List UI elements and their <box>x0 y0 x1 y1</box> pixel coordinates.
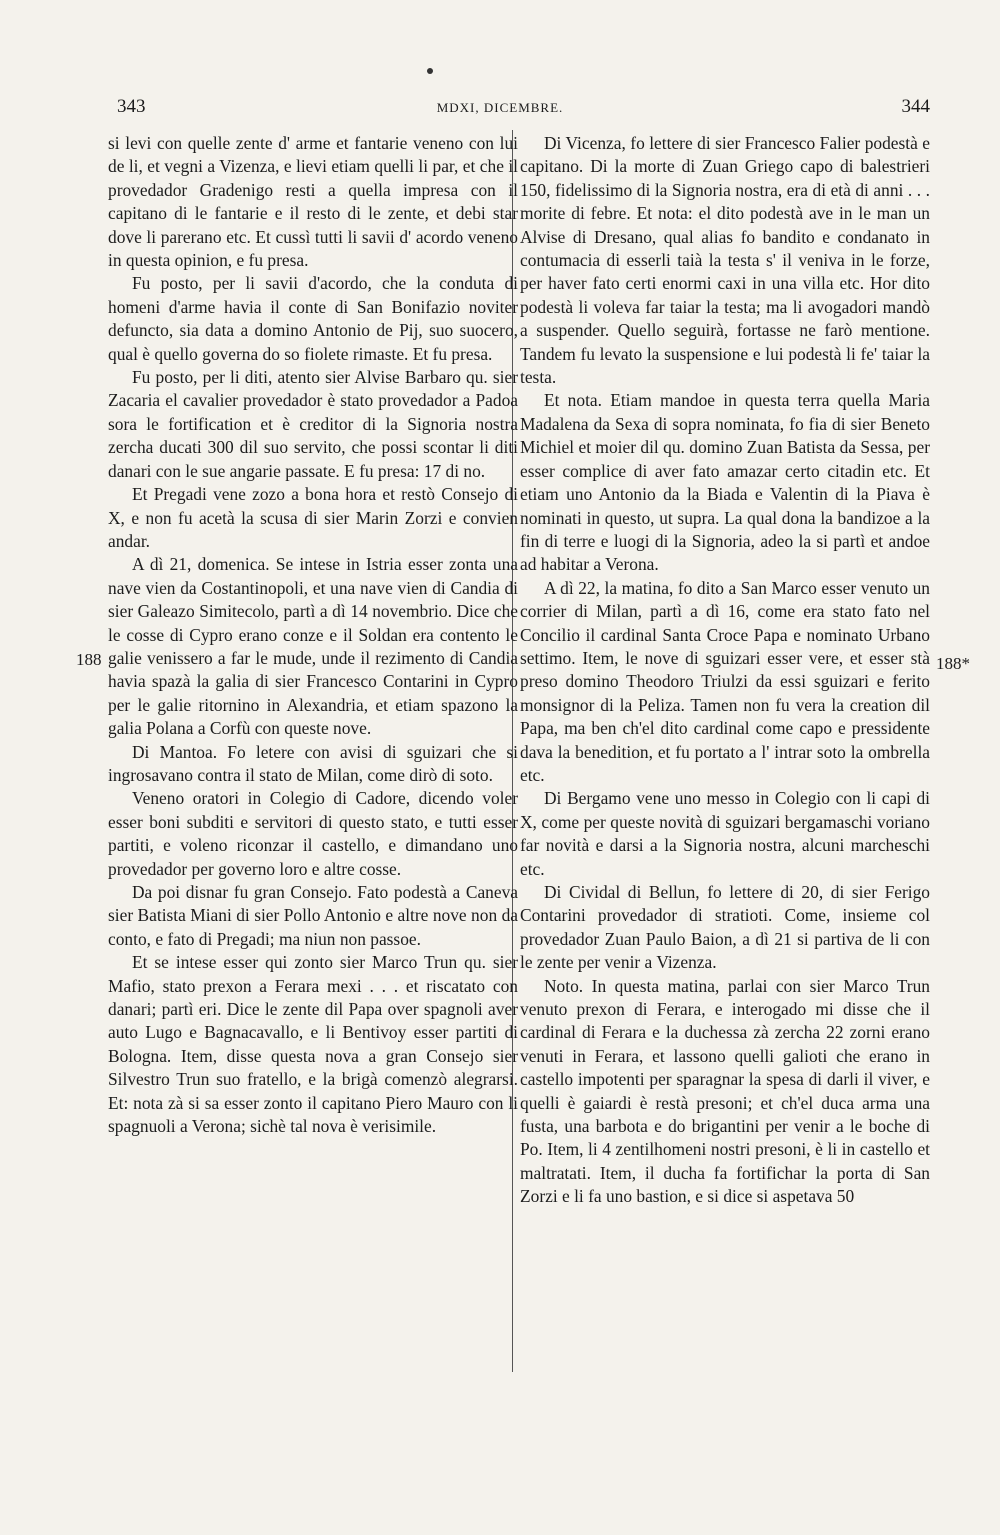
paragraph: Di Mantoa. Fo letere con avisi di sguizari che si ingrosavano contra il stato de Milan, come dirò di soto. <box>108 741 518 785</box>
paragraph: Et Pregadi vene zozo a bona hora et restò Consejo di X, e non fu acetà la scusa di sier Marin Zorzi e convien andar. <box>108 484 518 551</box>
paragraph: Et nota. Etiam mandoe in questa terra quella Maria Madalena da Sexa di sopra nominata, fo fia di sier Beneto Michiel et moier dil qu. domino Zuan Batista da Sessa, per esser complice di aver fato amazar certo citadin etc. Et etiam uno Antonio da la Biada e Valentin di la Piava è nominati in questo, ut supra. La qual dona la bandizoe a la fin di terre e luogi di la Signoria, adeo la si partì et andoe ad habitar a Verona. <box>520 390 930 575</box>
paragraph: Di Vicenza, fo lettere di sier Francesco Falier podestà e capitano. Di la morte di Zuan Griego capo di balestrieri 150, fidelissimo di la Signoria nostra, era di età di anni . . . morite di febre. Et nota: el dito podestà ave in le man un Alvise di Dresano, qual alias fo bandito e condanato in contumacia di esserli taià la testa s' il veniva in le forze, per haver fato certi enormi caxi in una villa etc. Hor dito podestà li voleva far taiar la testa; ma li avogadori mandò a suspender. Quello seguirà, fortasse ne farò mentione. Tandem fu levato la suspensione e lui podestà li fe' taiar la testa. <box>520 133 930 388</box>
paragraph: si levi con quelle zente d' arme et fantarie veneno con lui de li, et vegni a Vizenza, e lievi etiam quelli li par, et che il provedador Gradenigo resti a quella impresa con il capitano di le fantarie e il resto di le zente, et debi star dove li parerano etc. Et cussì tutti li savii d' acordo veneno in questa opinion, e fu presa. <box>108 133 518 271</box>
running-title: MDXI, DICEMBRE. <box>436 100 564 115</box>
page-header <box>0 96 1000 126</box>
paragraph: Fu posto, per li savii d'acordo, che la conduta di homeni d'arme havia il conte di San Bonifazio noviter defuncto, sia data a domino Antonio de Pij, suo suocero, qual è quello governa do so fiolete rimaste. Et fu presa. <box>108 273 518 364</box>
paragraph: Di Bergamo vene uno messo in Colegio con li capi di X, come per queste novità di sguizari bergamaschi voriano far novità e darsi a la Signoria nostra, alcuni marcheschi etc. <box>520 788 930 879</box>
paragraph: A dì 22, la matina, fo dito a San Marco esser venuto un corrier di Milan, partì a dì 16, come era stato fato nel Concilio il cardinal Santa Croce Papa e nominato Urbano settimo. Item, le nove di sguizari esser vere, et esser stà preso domino Theodoro Triulzi da essi sguizari e ferito monsignor di la Peliza. Tamen non fu vera la creation dil Papa, ma ben ch'el dito cardinal come capo e pressidente dava la benedition, et fu portato a l' intrar soto la ombrella etc. <box>520 577 930 785</box>
paragraph: Et se intese esser qui zonto sier Marco Trun qu. sier Mafio, stato prexon a Ferara mexi . . . et riscatato con danari; partì eri. Dice le zente dil Papa over spagnoli aver auto Lugo e Bagnacavallo, e li Bentivoy esser partiti di Bologna. Item, disse questa nova a gran Consejo sier Silvestro Trun suo fratello, e la brigà comenzò alegrarsi. Et: nota zà si sa esser zonto il capitano Piero Mauro con li spagnuoli a Verona; sichè tal nova è verisimile. <box>108 952 518 1137</box>
ink-dot <box>427 68 433 74</box>
right-column <box>520 132 930 1209</box>
paragraph: Da poi disnar fu gran Consejo. Fato podestà a Caneva sier Batista Miani di sier Pollo Antonio e altre nove non da conto, e fato di Pregadi; ma niun non passoe. <box>108 882 518 949</box>
page-number-right: 344 <box>901 96 930 117</box>
margin-note-left: 188 <box>76 650 102 669</box>
paragraph: Fu posto, per li diti, atento sier Alvise Barbaro qu. sier Zacaria el cavalier provedador è stato provedador a Padoa sora le fortification et è creditor di la Signoria nostra zercha ducati 300 dil suo servito, che possi scontar li diti danari con le sue angarie passate. E fu presa: 17 di no. <box>108 367 518 481</box>
page-number-left: 343 <box>117 96 146 117</box>
paragraph: Veneno oratori in Colegio di Cadore, dicendo voler esser boni subditi e servitori di questo stato, e tutti esser partiti, e voleno riconzar il castello, e dimandano uno provedador per governo loro e altre cosse. <box>108 788 518 879</box>
paragraph: Noto. In questa matina, parlai con sier Marco Trun venuto prexon di Ferara, e interogado mi disse che il cardinal di Ferara e la duchessa zà zercha 22 zorni erano venuti in Ferara, et lassono quelli galioti che erano in castello impotenti per sparagnar la spesa di darli il viver, e quelli è gaiardi è restà presoni; et ch'el duca arma una fusta, una barbota e do brigantini per venir a le boche di Po. Item, li 4 zentilhomeni nostri presoni, è li in castello et maltratati. Item, il ducha fa fortifichar la porta di San Zorzi e li fa uno bastion, e si dice si aspetava 50 <box>520 975 930 1207</box>
paragraph: Di Cividal di Bellun, fo lettere di 20, di sier Ferigo Contarini provedador di stratioti. Come, insieme col provedador Zuan Paulo Baion, a dì 21 si partiva de li con le zente per venir a Vizenza. <box>520 882 930 973</box>
margin-note-right: 188* <box>936 654 970 673</box>
paragraph: A dì 21, domenica. Se intese in Istria esser zonta una nave vien da Costantinopoli, et una nave vien di Candia di sier Galeazo Simitecolo, partì a dì 14 novembrio. Dice che le cosse di Cypro erano conze e il Soldan era contento le galie venissero a far le mude, unde il rezimento di Candia havia spazà la galia di sier Francesco Contarini in Cypro per le galie ritornino in Alexandria, et etiam spazono la galia Polana a Corfù con queste nove. <box>108 554 518 739</box>
left-column <box>108 132 518 1138</box>
